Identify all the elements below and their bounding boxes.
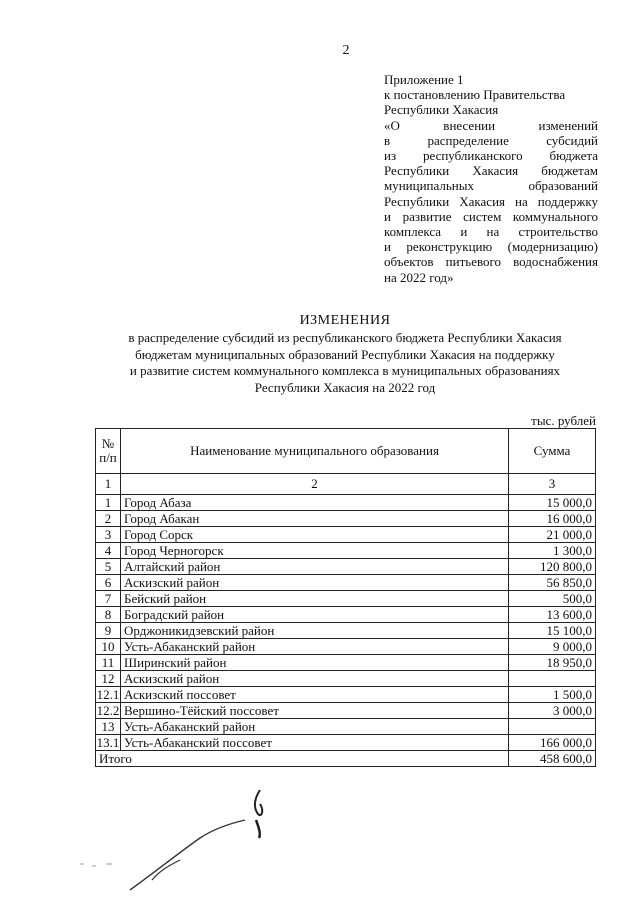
header-num: № п/п <box>96 429 121 474</box>
row-num: 10 <box>96 639 121 655</box>
table-row <box>96 671 596 687</box>
table-row <box>96 719 596 735</box>
subtitle-line: и развитие систем коммунального комплекса в муниципальных образованиях <box>129 363 561 378</box>
table-row <box>96 655 596 671</box>
row-name: Усть-Абаканский район <box>121 719 509 735</box>
row-sum: 9 000,0 <box>509 639 596 655</box>
row-num: 4 <box>96 543 121 559</box>
row-name: Аскизский поссовет <box>121 687 509 703</box>
subtitle-line: в распределение субсидий из республиканского бюджета Республики Хакасия <box>128 330 562 345</box>
header-sum: Сумма <box>509 429 596 474</box>
row-sum: 15 100,0 <box>509 623 596 639</box>
subsidy-table <box>95 428 596 767</box>
row-name: Город Абаза <box>121 495 509 511</box>
appendix-line: муниципальных образований <box>384 178 598 194</box>
table-row <box>96 575 596 591</box>
appendix-line: к постановлению Правительства <box>384 87 566 103</box>
appendix-line: и реконструкцию (модернизацию) <box>384 239 598 255</box>
row-sum: 1 500,0 <box>509 687 596 703</box>
row-sum: 18 950,0 <box>509 655 596 671</box>
table-row <box>96 543 596 559</box>
signature-stroke <box>255 790 262 815</box>
appendix-line: комплекса и на строительство <box>384 224 598 240</box>
row-sum <box>509 671 596 687</box>
row-num: 3 <box>96 527 121 543</box>
row-name: Аскизский район <box>121 671 509 687</box>
units-label: тыс. рублей <box>531 413 596 428</box>
row-sum: 13 600,0 <box>509 607 596 623</box>
row-num: 5 <box>96 559 121 575</box>
row-sum: 500,0 <box>509 591 596 607</box>
header-name: Наименование муниципального образования <box>121 429 509 474</box>
row-num: 8 <box>96 607 121 623</box>
row-name: Город Черногорск <box>121 543 509 559</box>
row-sum: 16 000,0 <box>509 511 596 527</box>
signature-stroke <box>80 864 112 866</box>
table-row <box>96 623 596 639</box>
row-name: Город Сорск <box>121 527 509 543</box>
table-row <box>96 687 596 703</box>
row-num: 6 <box>96 575 121 591</box>
row-num: 12.1 <box>96 687 120 702</box>
row-sum: 166 000,0 <box>509 735 596 751</box>
row-num: 12 <box>96 671 121 687</box>
page-number: 2 <box>342 43 350 58</box>
appendix-line: в распределение субсидий <box>384 132 598 148</box>
subtitle-line: бюджетам муниципальных образований Республики Хакасия на поддержку <box>135 346 555 362</box>
appendix-line: Республики Хакасия <box>384 102 499 118</box>
appendix-line: Приложение 1 <box>384 72 464 87</box>
row-name: Бейский район <box>121 591 509 607</box>
signature-stroke <box>130 820 245 890</box>
row-sum: 1 300,0 <box>509 543 596 559</box>
row-name: Усть-Абаканский район <box>121 639 509 655</box>
row-name: Усть-Абаканский поссовет <box>121 735 509 751</box>
row-sum: 120 800,0 <box>509 559 596 575</box>
document-subtitle <box>95 330 595 396</box>
appendix-line: на 2022 год» <box>384 269 454 285</box>
total-row <box>96 751 596 767</box>
row-num: 13 <box>96 719 121 735</box>
row-num: 12.2 <box>96 703 120 718</box>
table-row <box>96 527 596 543</box>
row-name: Алтайский район <box>121 559 509 575</box>
table-header-row <box>96 429 596 474</box>
appendix-line: «О внесении изменений <box>384 117 598 133</box>
table-row <box>96 559 596 575</box>
total-label: Итого <box>96 751 509 767</box>
column-number: 2 <box>121 474 509 495</box>
appendix-line: Республики Хакасия бюджетам <box>384 163 598 179</box>
appendix-line: из республиканского бюджета <box>384 148 598 164</box>
subtitle-line: Республики Хакасия на 2022 год <box>254 379 436 395</box>
column-number: 3 <box>509 474 596 495</box>
row-sum: 15 000,0 <box>509 495 596 511</box>
row-name: Ширинский район <box>121 655 509 671</box>
row-name: Аскизский район <box>121 575 509 591</box>
row-name: Орджоникидзевский район <box>121 623 509 639</box>
appendix-line: объектов питьевого водоснабжения <box>384 254 598 270</box>
row-num: 7 <box>96 591 121 607</box>
row-name: Вершино-Тёйский поссовет <box>121 703 509 719</box>
row-num: 1 <box>96 495 121 511</box>
table-row <box>96 591 596 607</box>
total-sum: 458 600,0 <box>509 751 596 767</box>
row-sum: 3 000,0 <box>509 703 596 719</box>
appendix-line: Республики Хакасия на поддержку <box>384 193 598 209</box>
table-row <box>96 703 596 719</box>
signature-stroke <box>256 820 260 838</box>
table-row <box>96 607 596 623</box>
row-num: 9 <box>96 623 121 639</box>
row-num: 13.1 <box>96 735 120 750</box>
table-row <box>96 511 596 527</box>
row-name: Боградский район <box>121 607 509 623</box>
row-sum: 56 850,0 <box>509 575 596 591</box>
row-num: 2 <box>96 511 121 527</box>
row-num: 11 <box>96 655 121 671</box>
table-row <box>96 495 596 511</box>
row-sum <box>509 719 596 735</box>
row-name: Город Абакан <box>121 511 509 527</box>
signature-mark <box>60 780 360 900</box>
appendix-line: и развитие систем коммунального <box>384 208 598 224</box>
document-title: ИЗМЕНЕНИЯ <box>299 313 391 328</box>
column-number: 1 <box>96 474 121 495</box>
table-row <box>96 639 596 655</box>
table-row <box>96 735 596 751</box>
row-sum: 21 000,0 <box>509 527 596 543</box>
appendix-block <box>384 72 598 285</box>
column-number-row <box>96 474 596 495</box>
